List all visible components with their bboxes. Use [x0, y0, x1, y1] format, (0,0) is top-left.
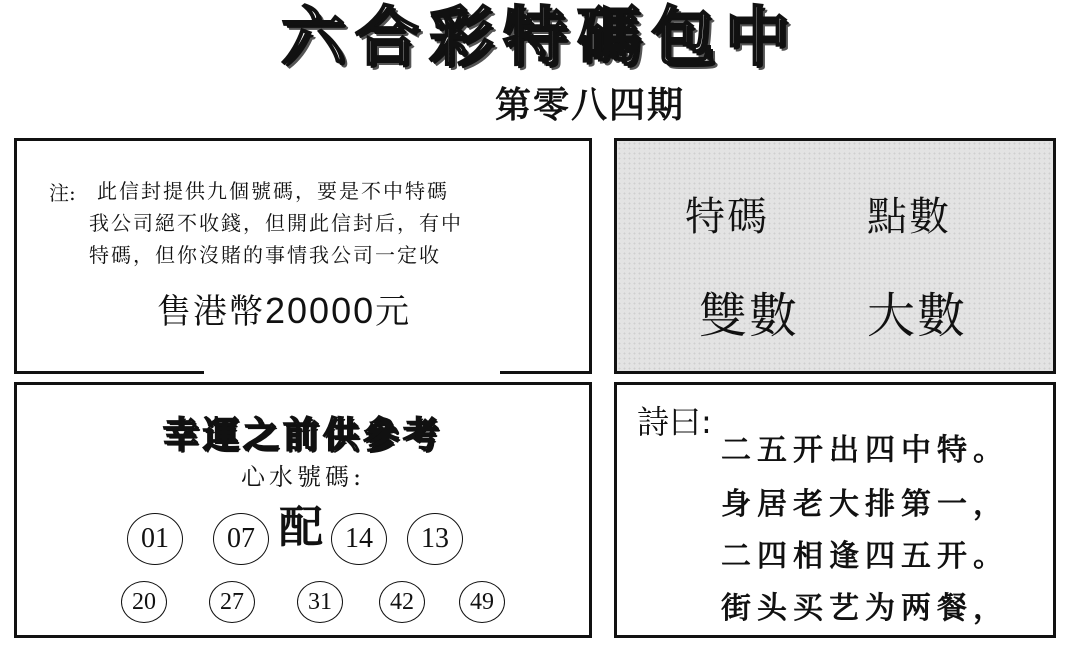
number-ball: 07 [213, 513, 269, 565]
page-title: 六合彩特碼包中 [281, 0, 799, 75]
notice-label: 注: [49, 181, 76, 205]
special-box [614, 138, 1056, 374]
prize-suffix: 元 [375, 292, 412, 332]
special-label-te-ma: 特碼 [685, 194, 769, 240]
notice-box-bottom-left-edge [14, 371, 204, 374]
lucky-title: 幸運之前供參考 [162, 414, 443, 456]
notice-box-bottom-right-edge [500, 371, 592, 374]
number-ball: 14 [331, 513, 387, 565]
special-label-dian-shu: 點數 [867, 194, 951, 240]
notice-line-3: 特碼，但你沒賭的事情我公司一定收 [89, 243, 441, 267]
prize-amount: 20000 [265, 290, 376, 331]
prize-prefix: 售港幣 [157, 292, 265, 332]
poem-box [614, 382, 1056, 638]
poem-line-3: 二四相逢四五开。 [721, 539, 1009, 574]
lucky-numbers-box [14, 382, 592, 638]
poem-label: 詩曰: [637, 403, 712, 441]
pair-character: 配 [279, 502, 323, 553]
number-ball: 27 [209, 581, 255, 623]
number-ball: 42 [379, 581, 425, 623]
poem-line-1: 二五开出四中特。 [721, 433, 1009, 468]
notice-text [89, 175, 567, 271]
special-value-big: 大數 [867, 288, 968, 344]
number-ball: 13 [407, 513, 463, 565]
special-value-even: 雙數 [699, 288, 800, 344]
issue-number: 第零八四期 [494, 84, 685, 126]
poem-line-4: 街头买艺为两餐， [721, 591, 1009, 626]
number-ball: 31 [297, 581, 343, 623]
number-ball: 01 [127, 513, 183, 565]
prize-text [157, 289, 517, 334]
notice-line-2: 我公司絕不收錢，但開此信封后，有中 [89, 211, 463, 235]
number-ball: 20 [121, 581, 167, 623]
notice-box [14, 138, 592, 374]
notice-line-1: 此信封提供九個號碼，要是不中特碼 [97, 179, 449, 203]
lucky-subtitle: 心水號碼: [240, 463, 366, 491]
poem-line-2: 身居老大排第一， [721, 487, 1009, 522]
number-ball: 49 [459, 581, 505, 623]
